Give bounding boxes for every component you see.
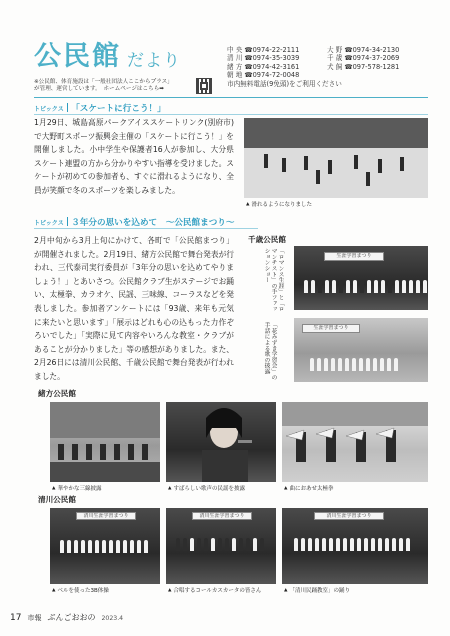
ogata-sanshin-photo — [50, 402, 160, 482]
page-footer — [10, 612, 123, 623]
contact-ogata: 緒 方 ☎0974-42-3161 — [227, 62, 300, 71]
contact-kiyokawa: 清 川 ☎0974-35-3039 — [227, 54, 300, 63]
contact-chuo: 中 央 ☎0974-22-2111 — [227, 46, 300, 54]
chitose-caption1: 「ロマンス生涯」と「ロマンチスト」の手ファッションショー — [263, 248, 283, 312]
topic1-body: 1月29日、城島高原パークアイススケートリンク(別府市)で大野町スポーツ振興会主催の「スケートに行こう！」を開催しました。小中学生や保護者16人が参加し、大分県スケート連盟の方から分かりやすい指導を受けました。スケートが初めての参加者も、すぐに滑れるようになり、全員が笑顔で冬のスポーツを楽しみました。 — [34, 118, 234, 195]
topic1-title: 「スケートに行こう！」 — [71, 104, 166, 114]
chorus-singers — [176, 538, 264, 551]
kiyokawa-3b-exercise-photo — [50, 508, 160, 584]
chitose-caption2: 「花みずき学習会」の手話による歌の披露 — [263, 322, 276, 380]
magazine-name: ぶんごおおの — [47, 613, 96, 622]
chitose-sign-language-photo — [294, 318, 428, 382]
topic1-bar — [67, 103, 69, 112]
kiyokawa-banner1: 清川生涯学習まつり — [76, 512, 136, 520]
management-note — [34, 79, 194, 94]
topic2-bar — [67, 217, 69, 226]
contact-ono: 大 野 ☎0974-34-2130 — [327, 46, 400, 54]
newsletter-title — [34, 40, 181, 70]
contact-inukai: 犬 飼 ☎097-578-1281 — [327, 62, 400, 71]
ogata-caption2: ▲ すばらしい歌声の民謡を披露 — [168, 484, 245, 492]
chitose-banner1: 生涯学習まつり — [324, 252, 384, 261]
ogata-taichi-photo — [282, 402, 428, 482]
topic2-tag: トピックス — [34, 220, 64, 227]
topic1-tag: トピックス — [34, 106, 64, 113]
issue-date: 2023.4 — [101, 615, 124, 622]
ogata-singer-photo — [166, 402, 276, 482]
ogata-label: 緒方公民館 — [38, 389, 76, 398]
topic1-rule — [34, 114, 428, 115]
topic2-title: ３年分の思いを込めて ～公民館まつり～ — [71, 218, 235, 228]
contact-asaji: 朝 地 ☎0974-72-0048 — [227, 71, 300, 80]
kiyokawa-caption1: ▲ ベルを使った3B体操 — [52, 586, 109, 594]
performers-row1 — [304, 280, 428, 293]
topic2-body: 2月中旬から3月上旬にかけて、各町で「公民館まつり」が開催されました。2月19日、緒方公民館で舞台発表が行われ、三代泰司実行委員が「3年分の思いを込めてやりましょう！」とあいさつ。公民館クラブ生がステージでお踊い、太極拳、カラオケ、民謡、三味線、コーラスなどを発表しました。参加者アンケートには「93歳、来年も元気に来たいと思います」「展示はどれも心の込もった力作ぞろいでした」「実際に見て内容やいろんな教室・クラブがあることが分かりました」等の感想がありました。また、2月26日には清川公民館、千歳公民館で舞台発表が行われました。 — [34, 236, 234, 381]
topic1-heading — [34, 102, 166, 114]
ogata-caption1: ▲ 華やかな三線披露 — [52, 484, 101, 492]
qr-code-icon[interactable] — [196, 78, 212, 94]
kiyokawa-caption3: ▲ 「清川民踊教室」の踊り — [284, 586, 350, 594]
skating-rink-photo — [244, 118, 428, 198]
kiyokawa-banner3: 清川生涯学習まつり — [314, 512, 384, 520]
magazine-prefix: 市報 — [27, 614, 42, 622]
singer-illustration — [166, 402, 276, 482]
kiyokawa-label: 清川公民館 — [38, 495, 76, 504]
chitose-fashion-show-photo — [294, 246, 428, 310]
kiyokawa-banner2: 清川生涯学習まつり — [192, 512, 252, 520]
folk-dancers — [294, 538, 410, 551]
taichi-illustration — [282, 402, 428, 482]
page-number: 17 — [10, 613, 22, 623]
kiyokawa-caption2: ▲ 合唱するコールカスカータの皆さん — [168, 586, 261, 594]
contact-note: 市内無料電話(9免頭)をご利用ください — [227, 79, 342, 88]
management-note-line2[interactable]: が管理、運営しています。 ホームページはこちら➡ — [34, 86, 164, 93]
topic2-rule — [34, 228, 258, 229]
exercisers — [60, 540, 148, 553]
contact-list — [227, 46, 427, 88]
contact-chitose: 千 歳 ☎0974-37-2069 — [327, 54, 400, 63]
topic2-heading — [34, 216, 235, 228]
title-main: 公民館 — [34, 41, 121, 72]
ogata-caption3: ▲ 曲におあせ太極拳 — [284, 484, 333, 492]
skating-rink-illustration — [244, 118, 428, 198]
kiyokawa-folk-dance-photo — [282, 508, 428, 584]
chitose-banner2: 生涯学習まつり — [302, 324, 360, 333]
kiyokawa-chorus-photo — [166, 508, 276, 584]
performers-row2 — [310, 358, 398, 371]
contact-empty — [327, 71, 427, 79]
header-divider — [34, 97, 428, 98]
skating-photo-caption: ▲ 滑れるようになりました — [246, 200, 312, 208]
chitose-label: 千歳公民館 — [248, 235, 286, 244]
title-sub: だより — [127, 51, 181, 71]
management-note-line1: ※公民館、体育施設は「一般社団法人ここからプラス」 — [34, 79, 173, 85]
sanshin-stage-illustration — [50, 402, 160, 482]
